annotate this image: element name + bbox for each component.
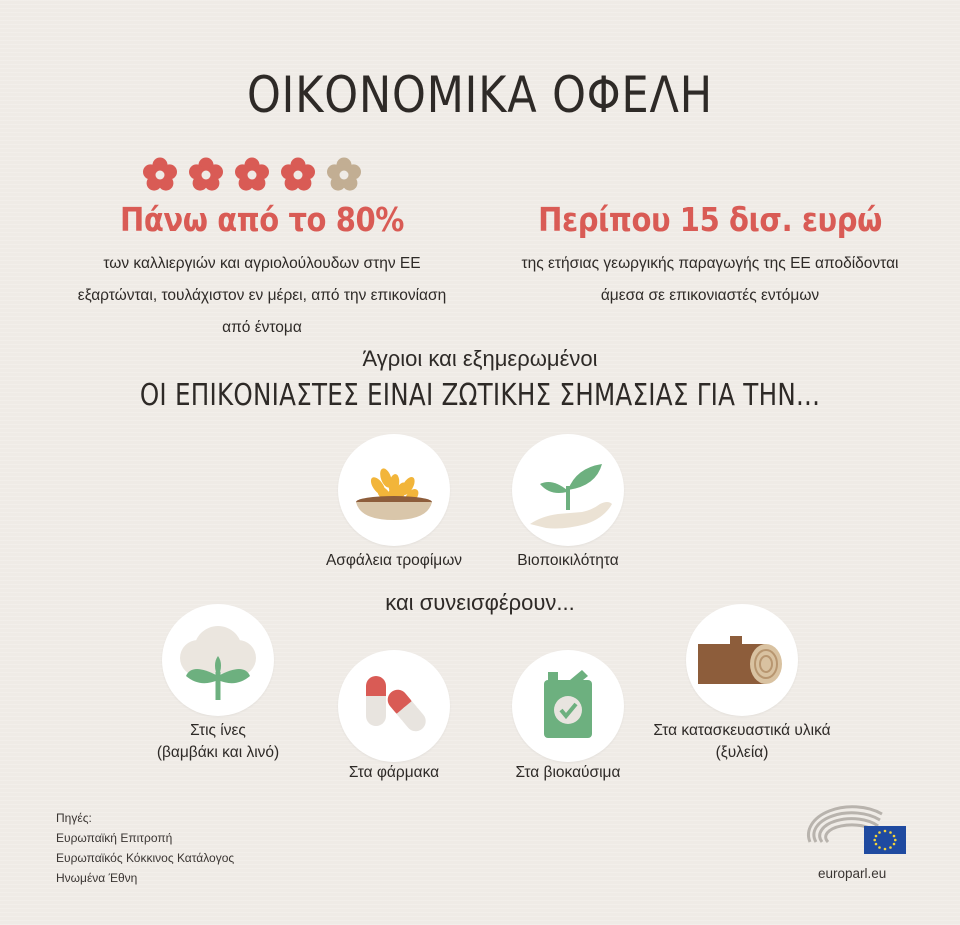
medicine-label: Στα φάρμακα [348,764,440,781]
biofuel-label: Στα βιοκαύσιμα [515,764,621,781]
source-item: Ευρωπαϊκή Επιτροπή [56,831,173,845]
pills-icon [338,650,450,762]
stat-left-line: από έντομα [222,319,302,336]
fibers-label [128,720,308,764]
rating-flowers [138,152,378,198]
fibers-badge [162,604,274,716]
flower-icon-muted [327,158,361,191]
cotton-icon [162,604,274,716]
sources [56,808,234,888]
biofuel-badge [512,650,624,762]
stat-left-line: εξαρτώνται, τουλάχιστον εν μέρει, από την επικονίαση [77,287,447,304]
stat-left-value: Πάνω από το 80% [120,200,404,239]
biodiversity-label: Βιοποικιλότητα [517,552,619,569]
seedling-hand-icon [512,434,624,546]
stat-right-line: άμεσα σε επικονιαστές εντόμων [600,287,820,304]
page-title: ΟΙΚΟΝΟΜΙΚΑ ΟΦΕΛΗ [246,66,714,124]
fuel-canister-icon [512,650,624,762]
fibers-label-line: Στις ίνες [190,722,246,739]
section-heading: ΟΙ ΕΠΙΚΟΝΙΑΣΤΕΣ ΕΙΝΑΙ ΖΩΤΙΚΗΣ ΣΗΜΑΣΙΑΣ ΓΙΑ ΤΗΝ... [139,378,821,413]
stat-right-description [500,248,920,312]
medicine-badge [338,650,450,762]
source-item: Ευρωπαϊκός Κόκκινος Κατάλογος [56,851,235,865]
section-subtitle: Άγριοι και εξημερωμένοι [362,346,598,371]
flower-icon [281,158,315,191]
materials-badge [686,604,798,716]
food-security-label: Ασφάλεια τροφίμων [325,552,463,569]
materials-label-line: Στα κατασκευαστικά υλικά [653,722,831,739]
flower-icon [143,158,177,191]
materials-label-line: (ξυλεία) [715,744,769,761]
materials-label [632,720,852,764]
wood-log-icon [686,604,798,716]
flower-icon [189,158,223,191]
stat-left-description [72,248,452,344]
eu-flag-icon [864,826,906,854]
european-parliament-logo [804,800,908,858]
fibers-label-line: (βαμβάκι και λινό) [156,744,280,761]
contribution-heading: και συνεισφέρουν... [385,590,575,615]
stat-left-line: των καλλιεργιών και αγριολούλουδων στην ΕΕ [103,255,421,272]
food-security-badge [338,434,450,546]
source-item: Ηνωμένα Έθνη [56,871,138,885]
grain-bowl-icon [338,434,450,546]
sources-heading: Πηγές: [56,811,92,825]
flower-icon [235,158,269,191]
website-link[interactable]: europarl.eu [818,866,887,881]
stat-right-value: Περίπου 15 δισ. ευρώ [538,200,882,239]
stat-right-line: της ετήσιας γεωργικής παραγωγής της ΕΕ αποδίδονται [521,255,899,272]
biodiversity-badge [512,434,624,546]
